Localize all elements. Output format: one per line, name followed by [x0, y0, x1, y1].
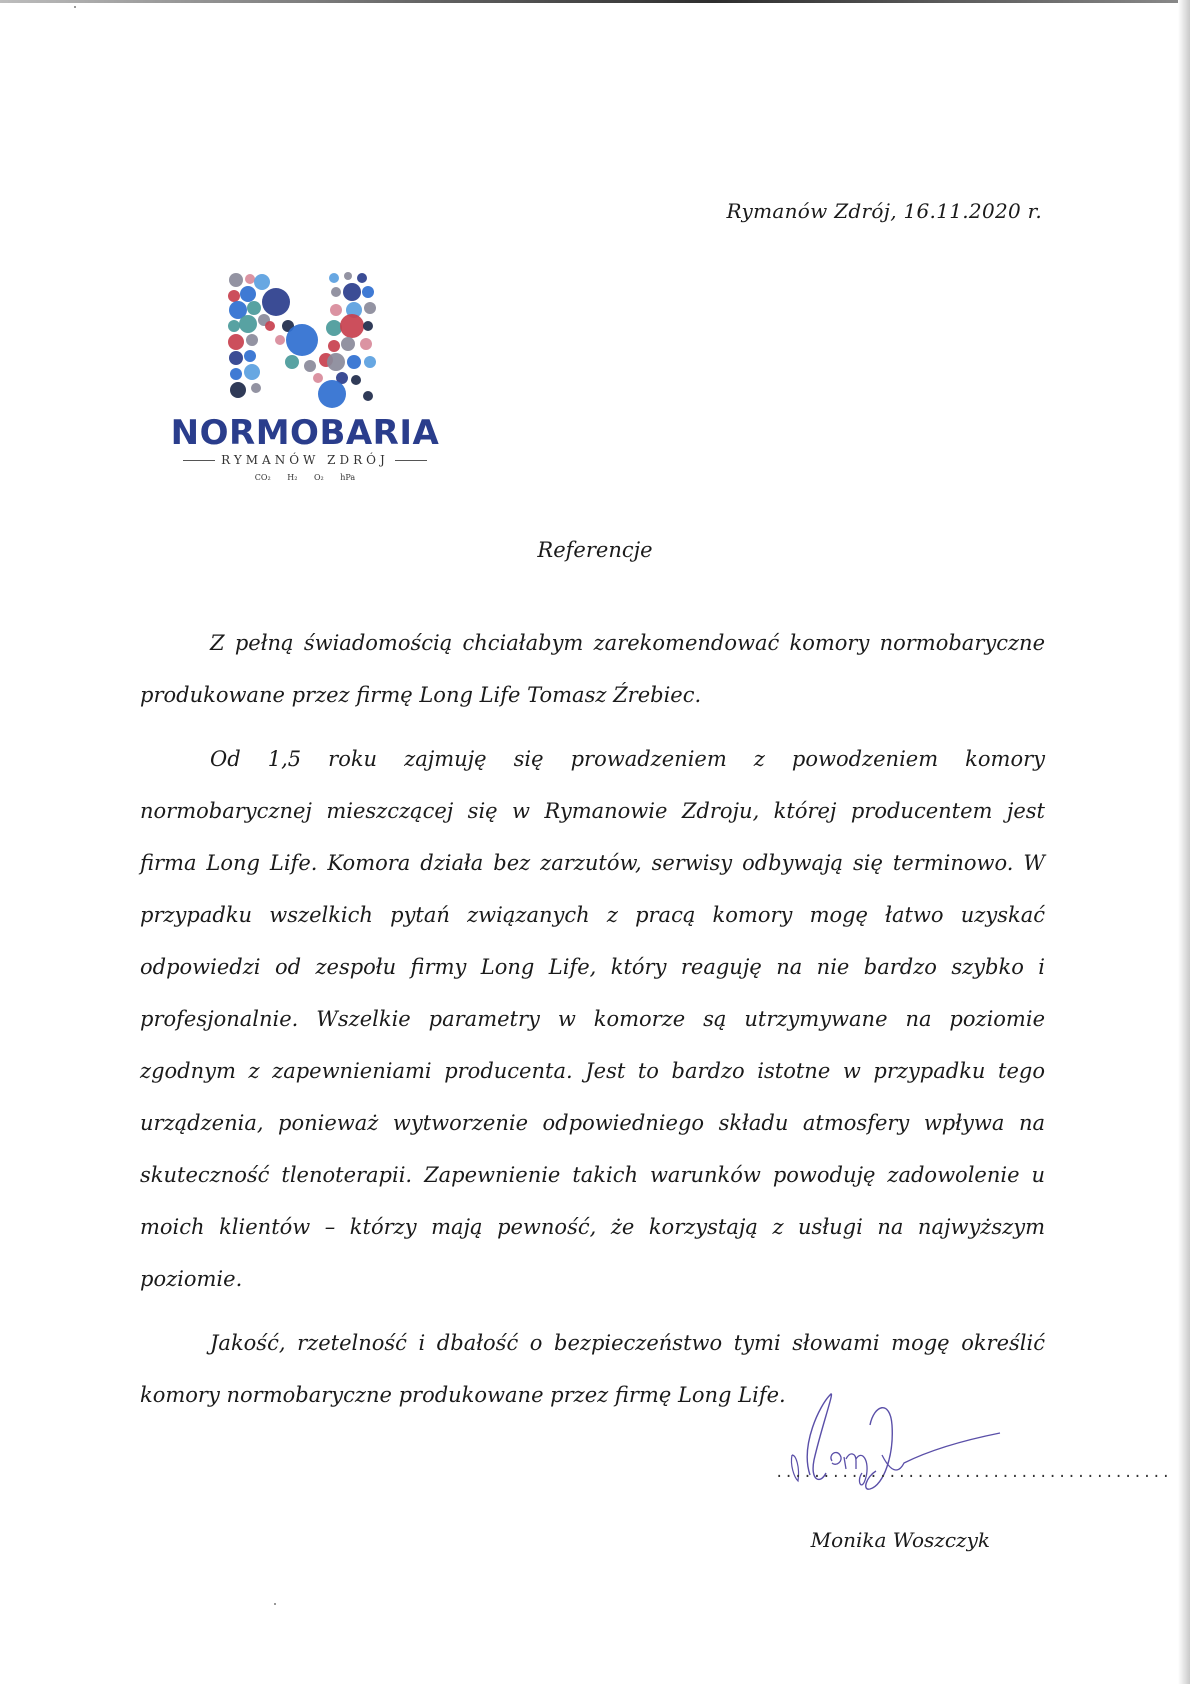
logo-bubble: [247, 301, 261, 315]
logo-bubble: [275, 335, 285, 345]
logo-bubble: [285, 355, 299, 369]
paragraph-3: Jakość, rzetelność i dbałość o bezpieczeństwo tymi słowami mogę określić komory normobaryczne produkowane przez firmę Long Life.: [140, 1331, 1045, 1407]
logo-n-bubbles-icon: [222, 270, 382, 410]
logo-bubble: [357, 273, 367, 283]
logo-bubble: [229, 273, 243, 287]
logo-bubble: [230, 368, 242, 380]
scan-top-edge: [0, 0, 1190, 3]
logo-bubble: [340, 314, 364, 338]
logo-wordmark: NORMOBARIA: [170, 413, 440, 453]
scan-right-edge: [1178, 0, 1190, 1684]
logo-bubble: [228, 290, 240, 302]
logo-bubble: [364, 302, 376, 314]
logo-bubble: [360, 338, 372, 350]
logo-bubble: [347, 355, 361, 369]
logo-bubble: [330, 304, 342, 316]
scan-speck: [274, 1603, 276, 1605]
logo-bubble: [262, 288, 290, 316]
logo-bubble: [286, 324, 318, 356]
logo-bubble: [363, 321, 373, 331]
document-title: Referencje: [537, 538, 653, 562]
logo-bubble: [230, 382, 246, 398]
logo-bubble: [244, 350, 256, 362]
logo-bubble: [245, 274, 255, 284]
logo-bubble: [318, 380, 346, 408]
logo-bubble: [351, 375, 361, 385]
logo-bubble: [229, 351, 243, 365]
logo-subtitle: RYMANÓW ZDRÓJ: [150, 453, 460, 467]
letter-date: Rymanów Zdrój, 16.11.2020 r.: [726, 199, 1042, 223]
logo-bubble: [304, 360, 316, 372]
paragraph-1: Z pełną świadomością chciałabym zarekomendować komory normobaryczne produkowane przez firmę Long Life Tomasz Źrebiec.: [140, 631, 1045, 707]
logo-bubble: [329, 273, 339, 283]
normobaria-logo: [150, 270, 460, 500]
logo-bubble: [228, 334, 244, 350]
logo-units: CO₂ H₂ O₂ hPa: [254, 473, 356, 482]
scan-speck: [74, 6, 76, 8]
logo-bubble: [341, 337, 355, 351]
signature-line: ..........................................: [775, 1465, 1172, 1481]
paragraph-2: Od 1,5 roku zajmuję się prowadzeniem z powodzeniem komory normobarycznej mieszczącej się w Rymanowie Zdroju, której producentem jest firma Long Life. Komora działa bez zarzutów, serwisy odbywają się terminowo. W przypadku wszelkich pytań związanych z pracą komory mogę łatwo uzyskać odpowiedzi od zespołu firmy Long Life, który reaguję na nie bardzo szybko i profesjonalnie. Wszelkie parametry w komorze są utrzymywane na poziomie zgodnym z zapewnieniami producenta. Jest to bardzo istotne w przypadku tego urządzenia, ponieważ wytworzenie odpowiedniego składu atmosfery wpływa na skuteczność tlenoterapii. Zapewnienie takich warunków powoduję zadowolenie u moich klientów – którzy mają pewność, że korzystają z usługi na najwyższym poziomie.: [140, 747, 1045, 1291]
logo-bubble: [313, 373, 323, 383]
logo-bubble: [327, 353, 345, 371]
logo-bubble: [343, 283, 361, 301]
logo-bubble: [246, 334, 258, 346]
signer-name: Monika Woszczyk: [810, 1528, 990, 1552]
logo-bubble: [254, 274, 270, 290]
logo-bubble: [362, 286, 374, 298]
logo-bubble: [251, 383, 261, 393]
logo-bubble: [240, 286, 256, 302]
logo-bubble: [265, 321, 275, 331]
letter-body: [140, 617, 1045, 1433]
logo-bubble: [363, 391, 373, 401]
logo-bubble: [244, 364, 260, 380]
logo-bubble: [239, 315, 257, 333]
logo-bubble: [326, 320, 342, 336]
logo-bubble: [328, 340, 340, 352]
logo-bubble: [228, 320, 240, 332]
logo-bubble: [364, 356, 376, 368]
logo-bubble: [331, 287, 341, 297]
logo-bubble: [344, 272, 352, 280]
